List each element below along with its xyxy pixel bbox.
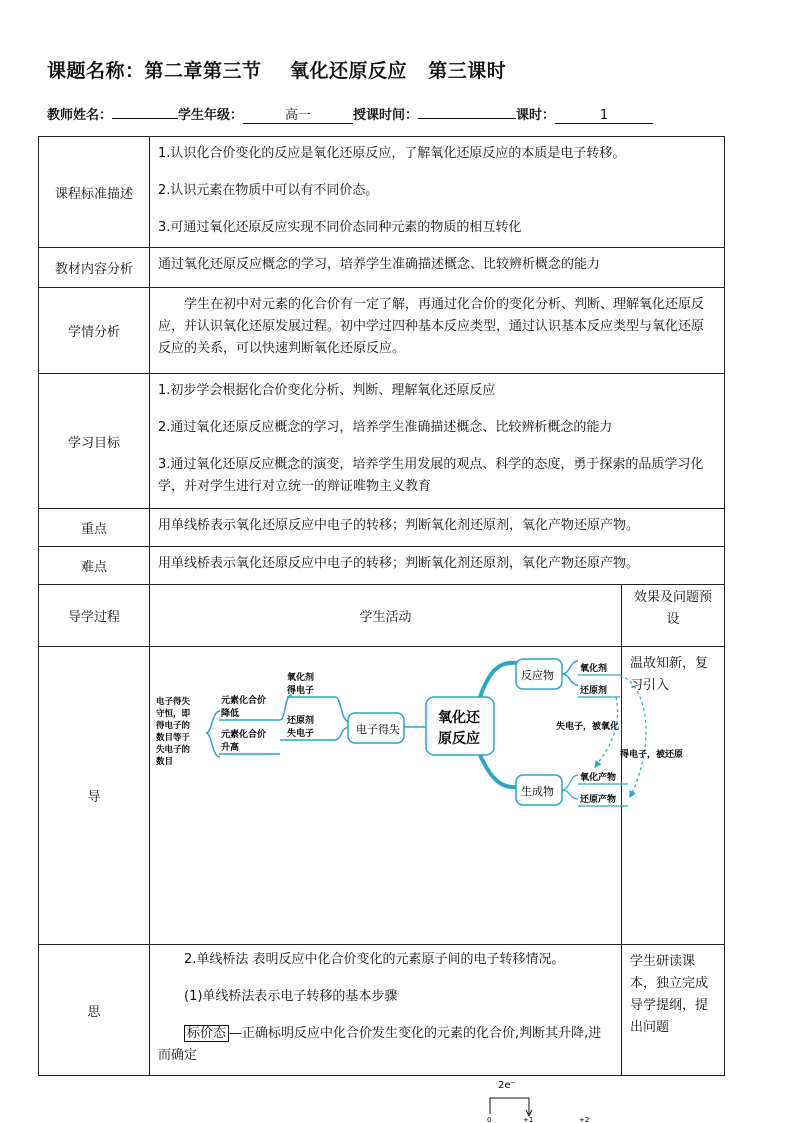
row-content	[39, 248, 725, 288]
think-line-3-text: —正确标明反应中化合价发生变化的元素的化合价,判断其升降,进而确定	[158, 1026, 602, 1063]
gain-text: 得电子，被还原	[620, 750, 684, 760]
content-text: 通过氧化还原反应概念的学习，培养学生准确描述概念、比较辨析概念的能力	[150, 248, 725, 288]
row-process-header	[39, 585, 725, 647]
hours-value: 1	[555, 108, 653, 124]
lesson-info-line	[47, 103, 687, 124]
content-label: 教材内容分析	[39, 248, 150, 288]
mark-valence-box: 标价态	[184, 1025, 229, 1042]
think-content	[150, 945, 622, 1076]
grade-label: 学生年级：	[178, 108, 244, 123]
think-line-2: (1)单线桥法表示电子转移的基本步骤	[184, 989, 398, 1004]
mindmap-svg	[150, 647, 695, 943]
upper-right-label2: 得电子	[287, 686, 315, 696]
teacher-value	[112, 103, 178, 119]
process-label: 导学过程	[39, 585, 150, 647]
guide-effect: 温故知新，复习引入	[622, 647, 725, 945]
lower-left-label: 元素化合价	[221, 730, 267, 740]
product-label: 生成物	[521, 785, 554, 798]
difficulty-label: 难点	[39, 547, 150, 585]
reactant-label: 反应物	[521, 669, 554, 682]
lower-left-label2: 升高	[221, 743, 240, 753]
upper-left-label2: 降低	[221, 709, 240, 719]
goal-item: 1.初步学会根据化合价变化分析、判断、理解氧化还原反应	[158, 383, 496, 398]
ox-product-label: 氧化产物	[580, 773, 617, 783]
effect-header: 效果及问题预设	[622, 585, 725, 647]
bridge-line	[490, 1098, 529, 1114]
conservation-line: 守恒，即	[156, 709, 191, 719]
standard-item: 1.认识化合价变化的反应是氧化还原反应，了解氧化还原反应的本质是电子转移。	[158, 146, 626, 161]
students-text: 学生在初中对元素的化合价有一定了解，再通过化合价的变化分析、判断、理解氧化还原反应，并认识氧化还原发展过程。初中学过四种基本反应类型，通过认识基本反应类型与氧化还原反应的关系，可以快速判断氧化还原反应。	[150, 288, 725, 374]
goal-item: 3.通过氧化还原反应概念的演变，培养学生用发展的观点、科学的态度，勇于探索的品质学习化学，并对学生进行对立统一的辩证唯物主义教育	[158, 457, 704, 494]
key-label: 重点	[39, 509, 150, 547]
conservation-line: 电子得失	[156, 697, 191, 707]
teacher-label: 教师姓名：	[47, 108, 113, 123]
key-text: 用单线桥表示氧化还原反应中电子的转移；判断氧化剂还原剂，氧化产物还原产物。	[150, 509, 725, 547]
red-product-label: 还原产物	[580, 795, 617, 805]
time-value	[418, 103, 516, 119]
conservation-line: 失电子的	[156, 745, 191, 755]
standard-label: 课程标准描述	[39, 137, 150, 248]
lower-right-label: 还原剂	[287, 716, 315, 726]
lesson-plan-table	[38, 136, 725, 1076]
students-label: 学情分析	[39, 288, 150, 374]
conservation-line: 数目	[156, 757, 174, 767]
standard-content	[150, 137, 725, 248]
think-line-3	[158, 1023, 613, 1067]
think-label: 思	[39, 945, 150, 1076]
bridge-equation	[470, 1076, 590, 1123]
electron-count: 2e⁻	[498, 1080, 516, 1091]
goals-label: 学习目标	[39, 374, 150, 509]
valence-0: 0	[487, 1116, 492, 1123]
row-key	[39, 509, 725, 547]
standard-item: 3.可通过氧化还原反应实现不同价态同种元素的物质的相互转化	[158, 220, 522, 235]
center-label-2: 原反应	[438, 731, 480, 747]
row-students	[39, 288, 725, 374]
time-label: 授课时间：	[353, 108, 419, 123]
lower-right-label2: 失电子	[287, 729, 315, 739]
goal-item: 2.通过氧化还原反应概念的学习，培养学生准确描述概念、比较辨析概念的能力	[158, 420, 613, 435]
reductant-label: 还原剂	[580, 686, 608, 696]
grade-value: 高一	[243, 108, 353, 124]
row-think	[39, 945, 725, 1076]
lose-arrow	[595, 697, 618, 767]
oxidant-label: 氧化剂	[580, 664, 608, 674]
row-goals	[39, 374, 725, 509]
valence-plus1: +1	[523, 1116, 534, 1123]
lesson-title: 课题名称：第二章第三节 氧化还原反应 第三课时	[47, 60, 507, 82]
valence-plus2: +2	[579, 1116, 590, 1123]
branch-bottom	[480, 755, 518, 787]
branch-top	[480, 663, 518, 697]
think-effect: 学生研读课本，独立完成导学提纲，提出问题	[622, 945, 725, 1076]
row-guide	[39, 647, 725, 945]
conservation-line: 数目等于	[156, 733, 191, 743]
lose-text: 失电子，被氧化	[556, 722, 620, 732]
upper-left-label: 元素化合价	[221, 696, 267, 706]
hours-label: 课时：	[516, 108, 556, 123]
goals-content	[150, 374, 725, 509]
standard-item: 2.认识元素在物质中可以有不同价态。	[158, 183, 379, 198]
row-difficulty	[39, 547, 725, 585]
row-standard	[39, 137, 725, 248]
electron-label: 电子得失	[356, 723, 400, 736]
center-label-1: 氧化还	[438, 710, 480, 726]
gain-arrow	[620, 675, 646, 797]
activity-header: 学生活动	[150, 585, 622, 647]
think-line-1: 2.单线桥法 表明反应中化合价变化的元素原子间的电子转移情况。	[184, 952, 565, 967]
conservation-line: 得电子的	[156, 721, 191, 731]
difficulty-text: 用单线桥表示氧化还原反应中电子的转移；判断氧化剂还原剂，氧化产物还原产物。	[150, 547, 725, 585]
upper-right-label: 氧化剂	[287, 673, 315, 683]
guide-label: 导	[39, 647, 150, 945]
left-bracket	[206, 711, 220, 757]
